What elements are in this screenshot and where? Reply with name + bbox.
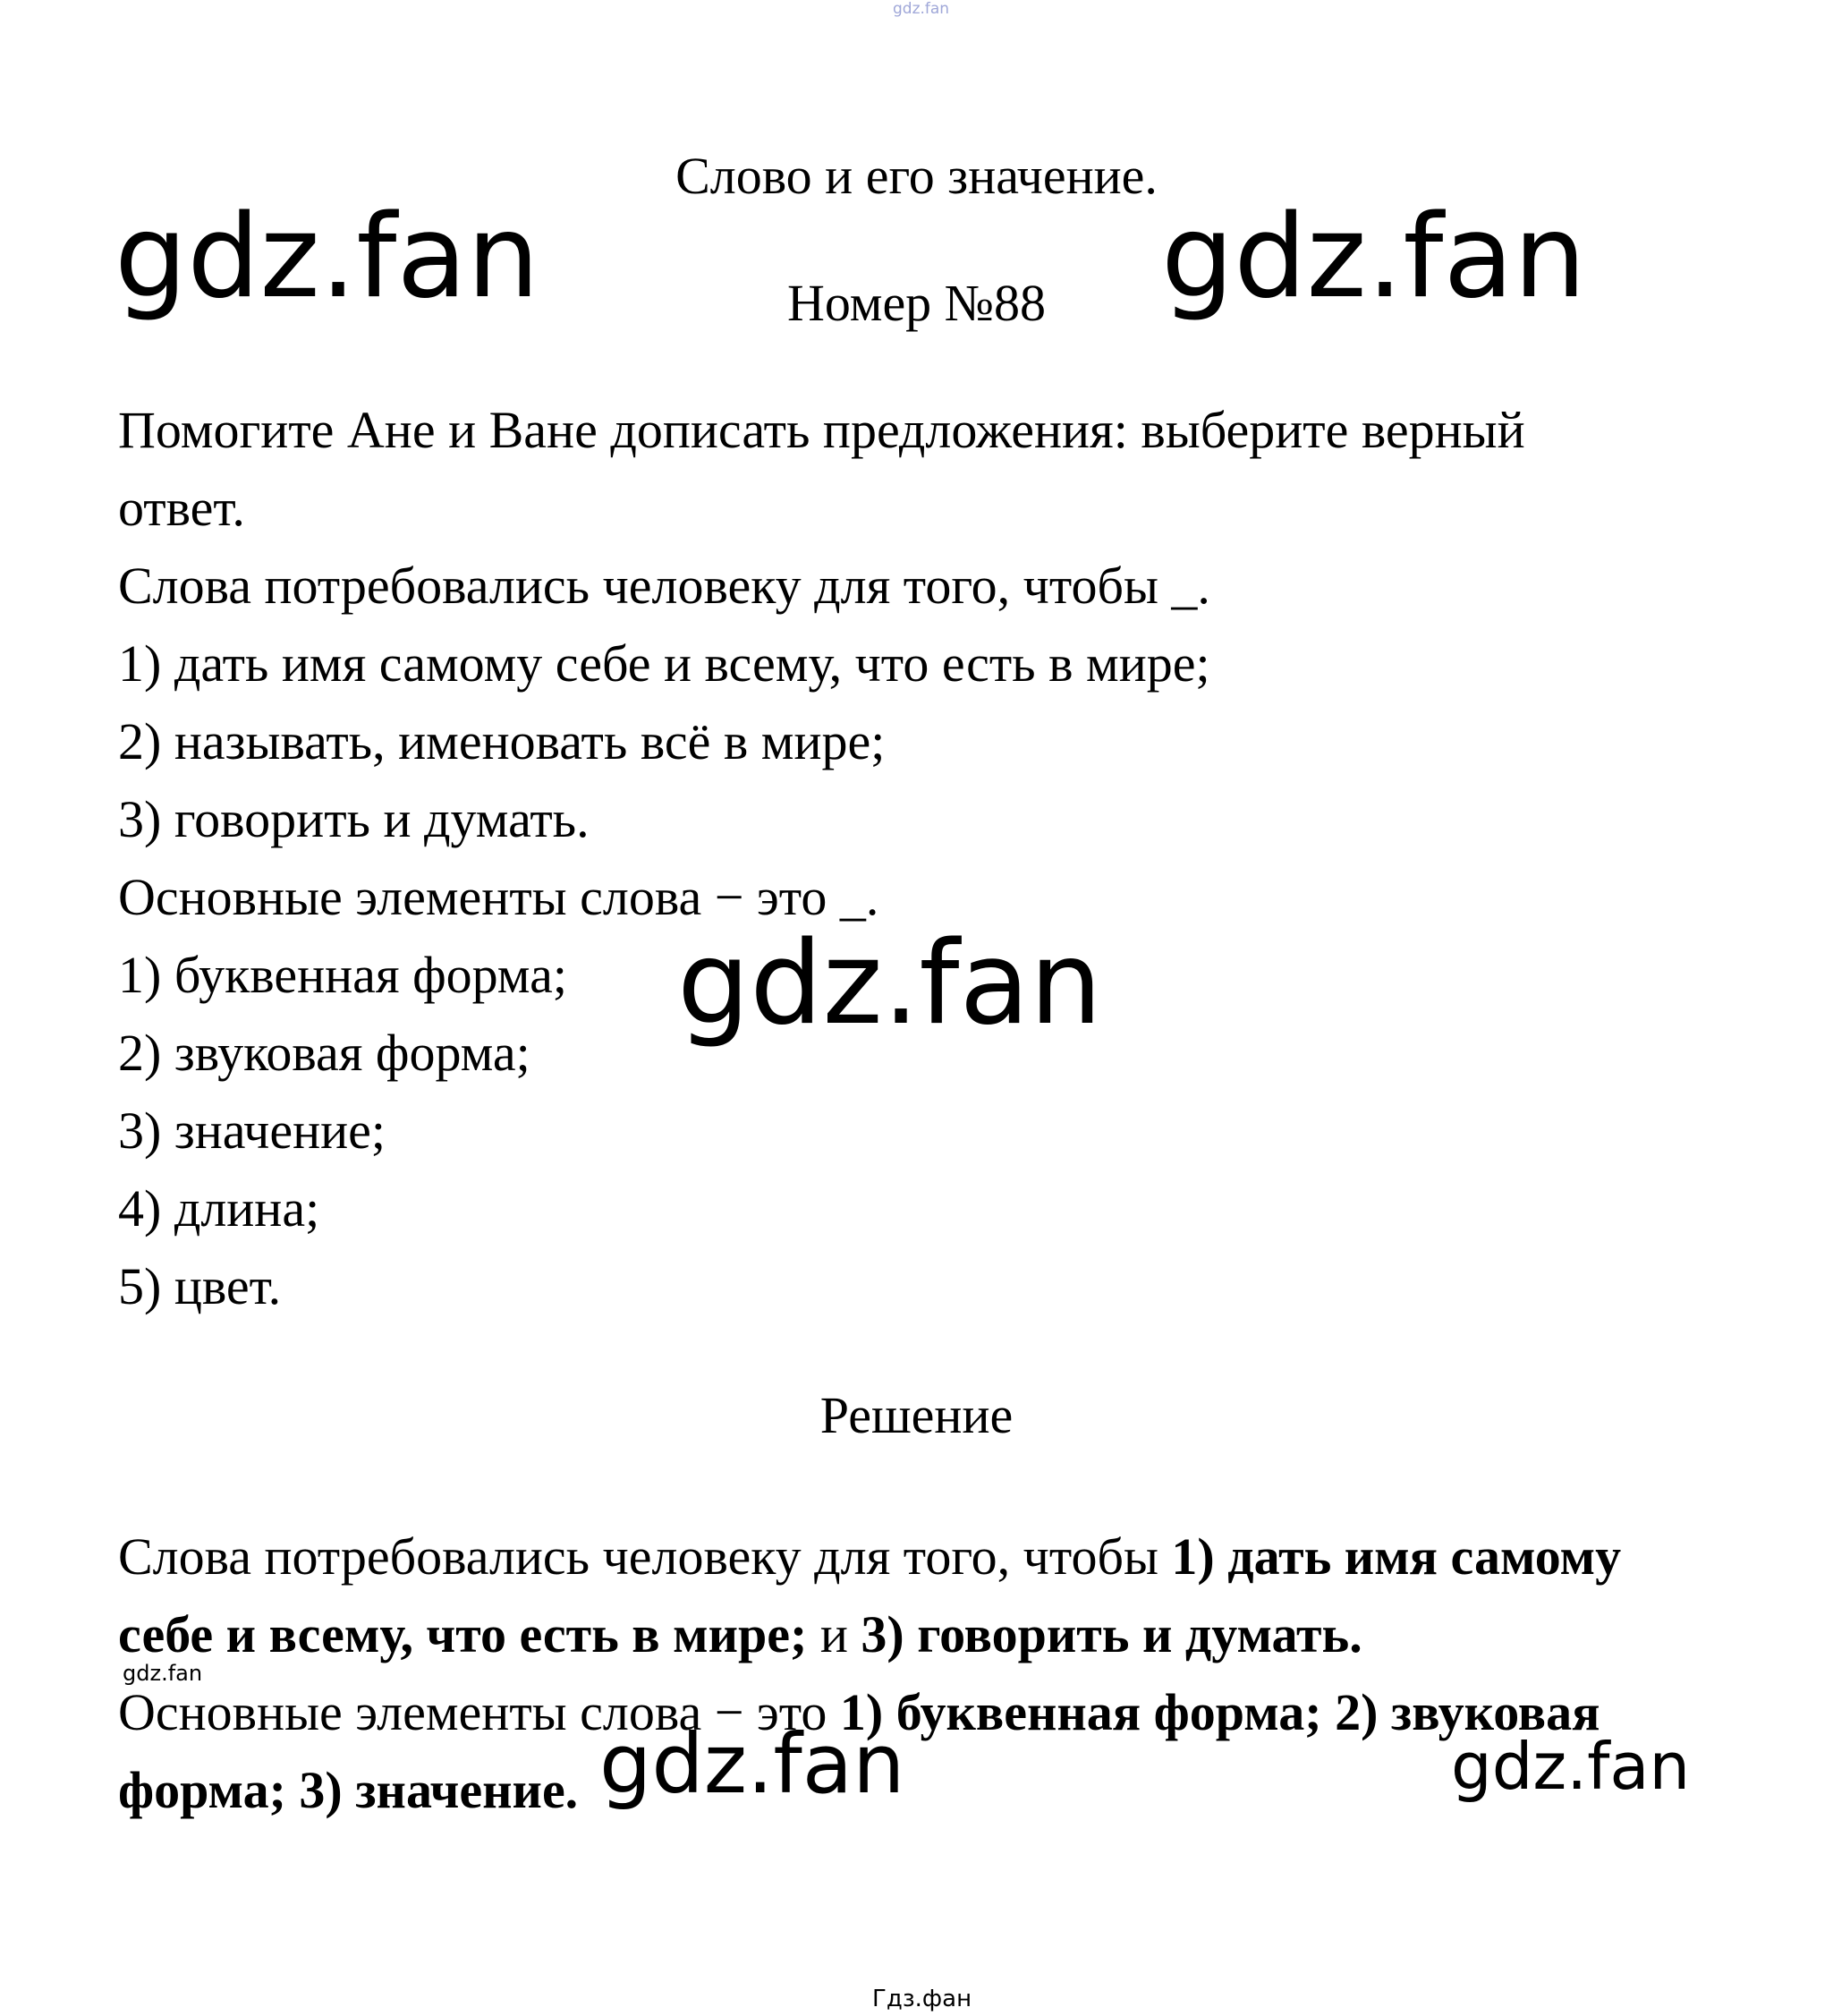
question-2-prompt: Основные элементы слова − это _.	[118, 868, 879, 926]
answer-1-plain: и	[807, 1605, 861, 1663]
answer-1-bold: 1) дать имя самому	[1171, 1527, 1622, 1586]
watermark-right-big: gdz.fan	[1161, 191, 1586, 324]
answer-2-bold: 1) буквенная форма; 2) звуковая	[839, 1683, 1600, 1741]
answer-1-bold: 3) говорить и думать.	[861, 1605, 1362, 1663]
solution-heading: Решение	[819, 1386, 1014, 1444]
question-2-option: 4) длина;	[118, 1179, 320, 1238]
task-intro-line-1: Помогите Ане и Ване дописать предложения: выберите верный	[118, 401, 1525, 459]
question-2-option: 1) буквенная форма;	[118, 946, 567, 1004]
watermark-left-big: gdz.fan	[115, 191, 539, 324]
watermark-bottom-center: gdz.fan	[599, 1716, 905, 1812]
question-2-option: 2) звуковая форма;	[118, 1024, 530, 1082]
answer-1-line-2	[118, 1595, 1362, 1673]
answer-1-plain: Слова потребовались человеку для того, чтобы	[118, 1527, 1172, 1586]
answer-2-line-2	[118, 1751, 578, 1829]
question-2-option: 5) цвет.	[118, 1257, 282, 1315]
question-1-option: 2) называть, именовать всё в мире;	[118, 712, 886, 770]
chapter-title: Слово и его значение.	[675, 147, 1158, 205]
watermark-tiny-left: gdz.fan	[123, 1661, 203, 1686]
watermark-center: gdz.fan	[677, 917, 1102, 1051]
task-number: Номер №88	[786, 274, 1047, 332]
question-1-option: 3) говорить и думать.	[118, 790, 590, 848]
question-2-option: 3) значение;	[118, 1102, 386, 1160]
footer-text: Гдз.фан	[872, 1986, 972, 2012]
watermark-top: gdz.fan	[893, 0, 950, 18]
answer-1-bold: себе и всему, что есть в мире;	[118, 1605, 808, 1663]
watermark-bottom-right: gdz.fan	[1451, 1729, 1691, 1804]
answer-2-bold: форма; 3) значение.	[118, 1761, 579, 1819]
question-1-prompt: Слова потребовались человеку для того, чтобы _.	[118, 557, 1210, 615]
task-intro-line-2: ответ.	[118, 479, 245, 537]
answer-1-line-1	[118, 1518, 1621, 1595]
answer-2-plain: Основные элементы слова − это	[118, 1683, 840, 1741]
question-1-option: 1) дать имя самому себе и всему, что есть в мире;	[118, 634, 1210, 693]
